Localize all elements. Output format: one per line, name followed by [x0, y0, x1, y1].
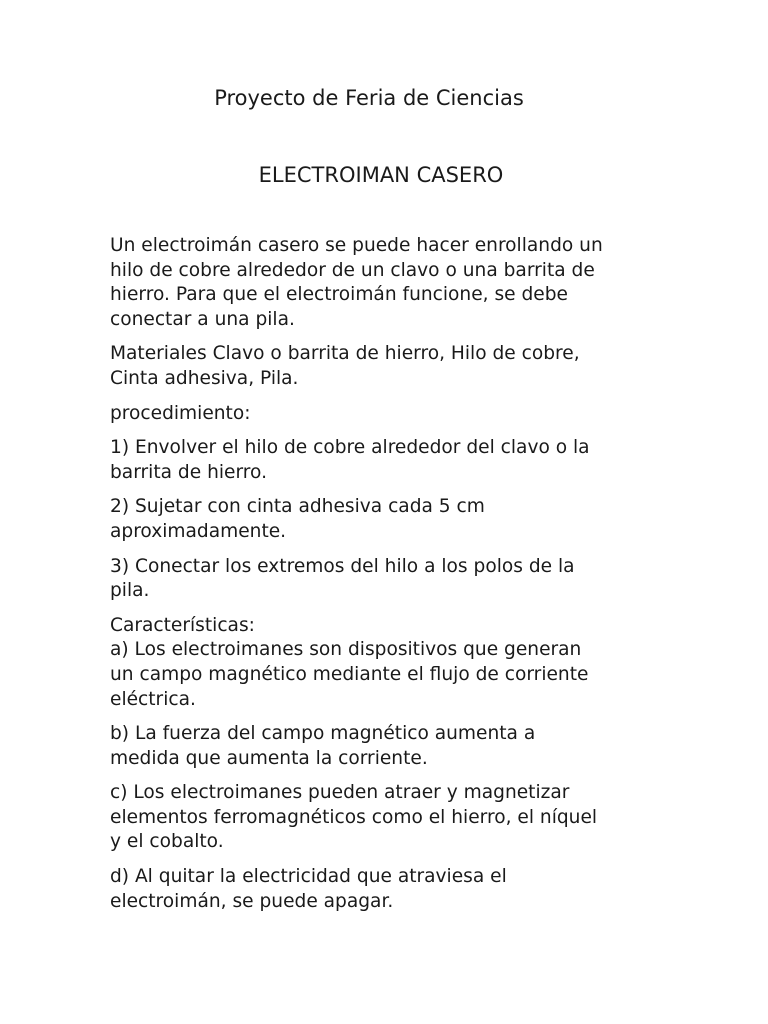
paragraph-materials [110, 342, 670, 391]
text-line: elementos ferromagnéticos como el hierro, el níquel [110, 806, 598, 828]
paragraph-characteristics-a [110, 614, 670, 712]
paragraph-characteristics-d [110, 865, 670, 914]
text-line: 3) Conectar los extremos del hilo a los polos de la [110, 555, 575, 577]
paragraph-step-2 [110, 495, 670, 544]
paragraph-intro [110, 234, 670, 332]
text-line: conectar a una pila. [110, 308, 295, 330]
text-line: 1) Envolver el hilo de cobre alrededor del clavo o la [110, 437, 590, 459]
document-body [110, 234, 670, 924]
text-line: Características: [110, 614, 255, 636]
text-line: y el cobalto. [110, 831, 224, 853]
text-line: Un electroimán casero se puede hacer enrollando un [110, 235, 603, 256]
text-line: aproximadamente. [110, 520, 287, 542]
text-line: a) Los electroimanes son dispositivos que generan [110, 639, 582, 661]
text-line: barrita de hierro. [110, 461, 267, 483]
text-line: hierro. Para que el electroimán funcione, se debe [110, 284, 568, 306]
paragraph-procedure-heading [110, 402, 670, 427]
text-line: c) Los electroimanes pueden atraer y magnetizar [110, 782, 570, 804]
paragraph-step-3 [110, 555, 670, 604]
text-line: pila. [110, 580, 150, 602]
document-subtitle: ELECTROIMAN CASERO [258, 163, 504, 187]
paragraph-step-1 [110, 436, 670, 485]
text-line: 2) Sujetar con cinta adhesiva cada 5 cm [110, 496, 485, 518]
text-line: Cinta adhesiva, Pila. [110, 367, 299, 389]
text-line: medida que aumenta la corriente. [110, 747, 428, 769]
document-title: Proyecto de Feria de Ciencias [214, 86, 524, 110]
text-line: un campo magnético mediante el flujo de corriente [110, 663, 589, 685]
paragraph-characteristics-b [110, 722, 670, 771]
paragraph-characteristics-c [110, 781, 670, 855]
text-line: Materiales Clavo o barrita de hierro, Hilo de cobre, [110, 343, 580, 365]
text-line: b) La fuerza del campo magnético aumenta a [110, 723, 536, 745]
text-line: d) Al quitar la electricidad que atraviesa el [110, 866, 507, 888]
text-line: hilo de cobre alrededor de un clavo o una barrita de [110, 259, 595, 281]
text-line: electroimán, se puede apagar. [110, 890, 394, 912]
text-line: procedimiento: [110, 402, 251, 424]
text-line: eléctrica. [110, 688, 196, 710]
